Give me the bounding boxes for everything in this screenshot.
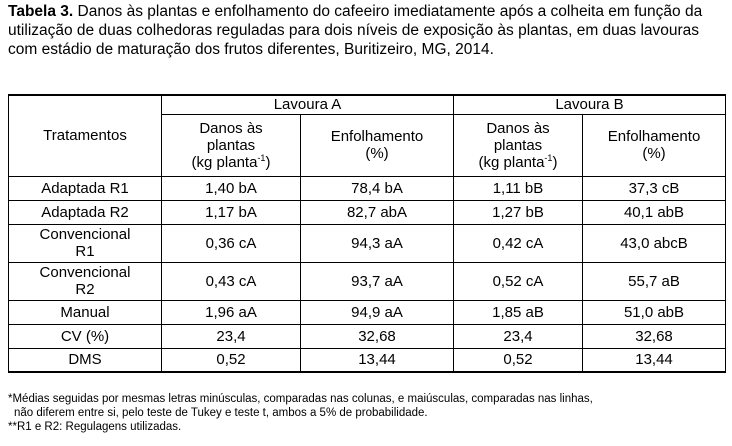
row-label: Adaptada R1 bbox=[9, 176, 162, 200]
table-cell: 94,3 aA bbox=[301, 224, 454, 262]
table-cell: 51,0 abB bbox=[583, 300, 726, 324]
table-cell: 93,7 aA bbox=[301, 262, 454, 300]
table-cell: 0,52 bbox=[454, 348, 583, 372]
row-header: Tratamentos bbox=[9, 95, 162, 176]
row-label: CV (%) bbox=[9, 324, 162, 348]
table-row bbox=[9, 262, 726, 300]
table-cell: 0,43 cA bbox=[162, 262, 301, 300]
footnote-significance-cont: não diferem entre si, pelo teste de Tukey e teste t, ambos a 5% de probabilidade. bbox=[14, 407, 428, 419]
col-header-danos-a: Danos às plantas (kg planta$^{-1}$) bbox=[162, 114, 301, 176]
table-row bbox=[9, 324, 726, 348]
table-footnotes bbox=[8, 392, 728, 434]
table-cell: 1,17 bA bbox=[162, 200, 301, 224]
table-cell: 0,36 cA bbox=[162, 224, 301, 262]
table-cell: 1,11 bB bbox=[454, 176, 583, 200]
row-label: Adaptada R2 bbox=[9, 200, 162, 224]
table-cell: 32,68 bbox=[583, 324, 726, 348]
table-cell: 13,44 bbox=[301, 348, 454, 372]
table-row bbox=[9, 224, 726, 262]
table-cell: 1,27 bB bbox=[454, 200, 583, 224]
table-cell: 55,7 aB bbox=[583, 262, 726, 300]
table-row bbox=[9, 200, 726, 224]
table-row bbox=[9, 176, 726, 200]
row-label: Convencional R1 bbox=[9, 224, 162, 262]
table-cell: 78,4 bA bbox=[301, 176, 454, 200]
table-cell: 40,1 abB bbox=[583, 200, 726, 224]
table-cell: 32,68 bbox=[301, 324, 454, 348]
results-table bbox=[8, 94, 726, 373]
footnote-regulations: **R1 e R2: Regulagens utilizadas. bbox=[8, 421, 182, 433]
table-cell: 94,9 aA bbox=[301, 300, 454, 324]
row-label: Convencional R2 bbox=[9, 262, 162, 300]
table-row bbox=[9, 300, 726, 324]
table-cell: 1,40 bA bbox=[162, 176, 301, 200]
caption-label: Tabela 3. bbox=[8, 3, 74, 20]
col-header-danos-b: Danos às plantas (kg planta$^{-1}$) bbox=[454, 114, 583, 176]
group-header-lavoura-a: Lavoura A bbox=[162, 95, 454, 114]
group-header-lavoura-b: Lavoura B bbox=[454, 95, 726, 114]
table-cell: 43,0 abcB bbox=[583, 224, 726, 262]
col-header-enfolhamento-b: Enfolhamento (%) bbox=[583, 114, 726, 176]
row-label: Manual bbox=[9, 300, 162, 324]
table-cell: 0,52 cA bbox=[454, 262, 583, 300]
row-label: DMS bbox=[9, 348, 162, 372]
table-cell: 13,44 bbox=[583, 348, 726, 372]
footnote-significance: *Médias seguidas por mesmas letras minúsculas, comparadas nas colunas, e maiúsculas, comparadas nas linhas, bbox=[8, 393, 593, 405]
caption-text: Danos às plantas e enfolhamento do cafeeiro imediatamente após a colheita em função da utilização de duas colhedoras reguladas para dois níveis de exposição às plantas, em duas lavouras com estádio de maturação dos frutos diferentes, Buritizeiro, MG, 2014. bbox=[8, 3, 703, 58]
table-cell: 23,4 bbox=[454, 324, 583, 348]
table-cell: 23,4 bbox=[162, 324, 301, 348]
table-cell: 0,52 bbox=[162, 348, 301, 372]
table-cell: 1,85 aB bbox=[454, 300, 583, 324]
table-cell: 0,42 cA bbox=[454, 224, 583, 262]
table-row bbox=[9, 348, 726, 372]
table-cell: 82,7 abA bbox=[301, 200, 454, 224]
col-header-enfolhamento-a: Enfolhamento (%) bbox=[301, 114, 454, 176]
table-caption bbox=[8, 2, 724, 59]
table-cell: 37,3 cB bbox=[583, 176, 726, 200]
table-cell: 1,96 aA bbox=[162, 300, 301, 324]
